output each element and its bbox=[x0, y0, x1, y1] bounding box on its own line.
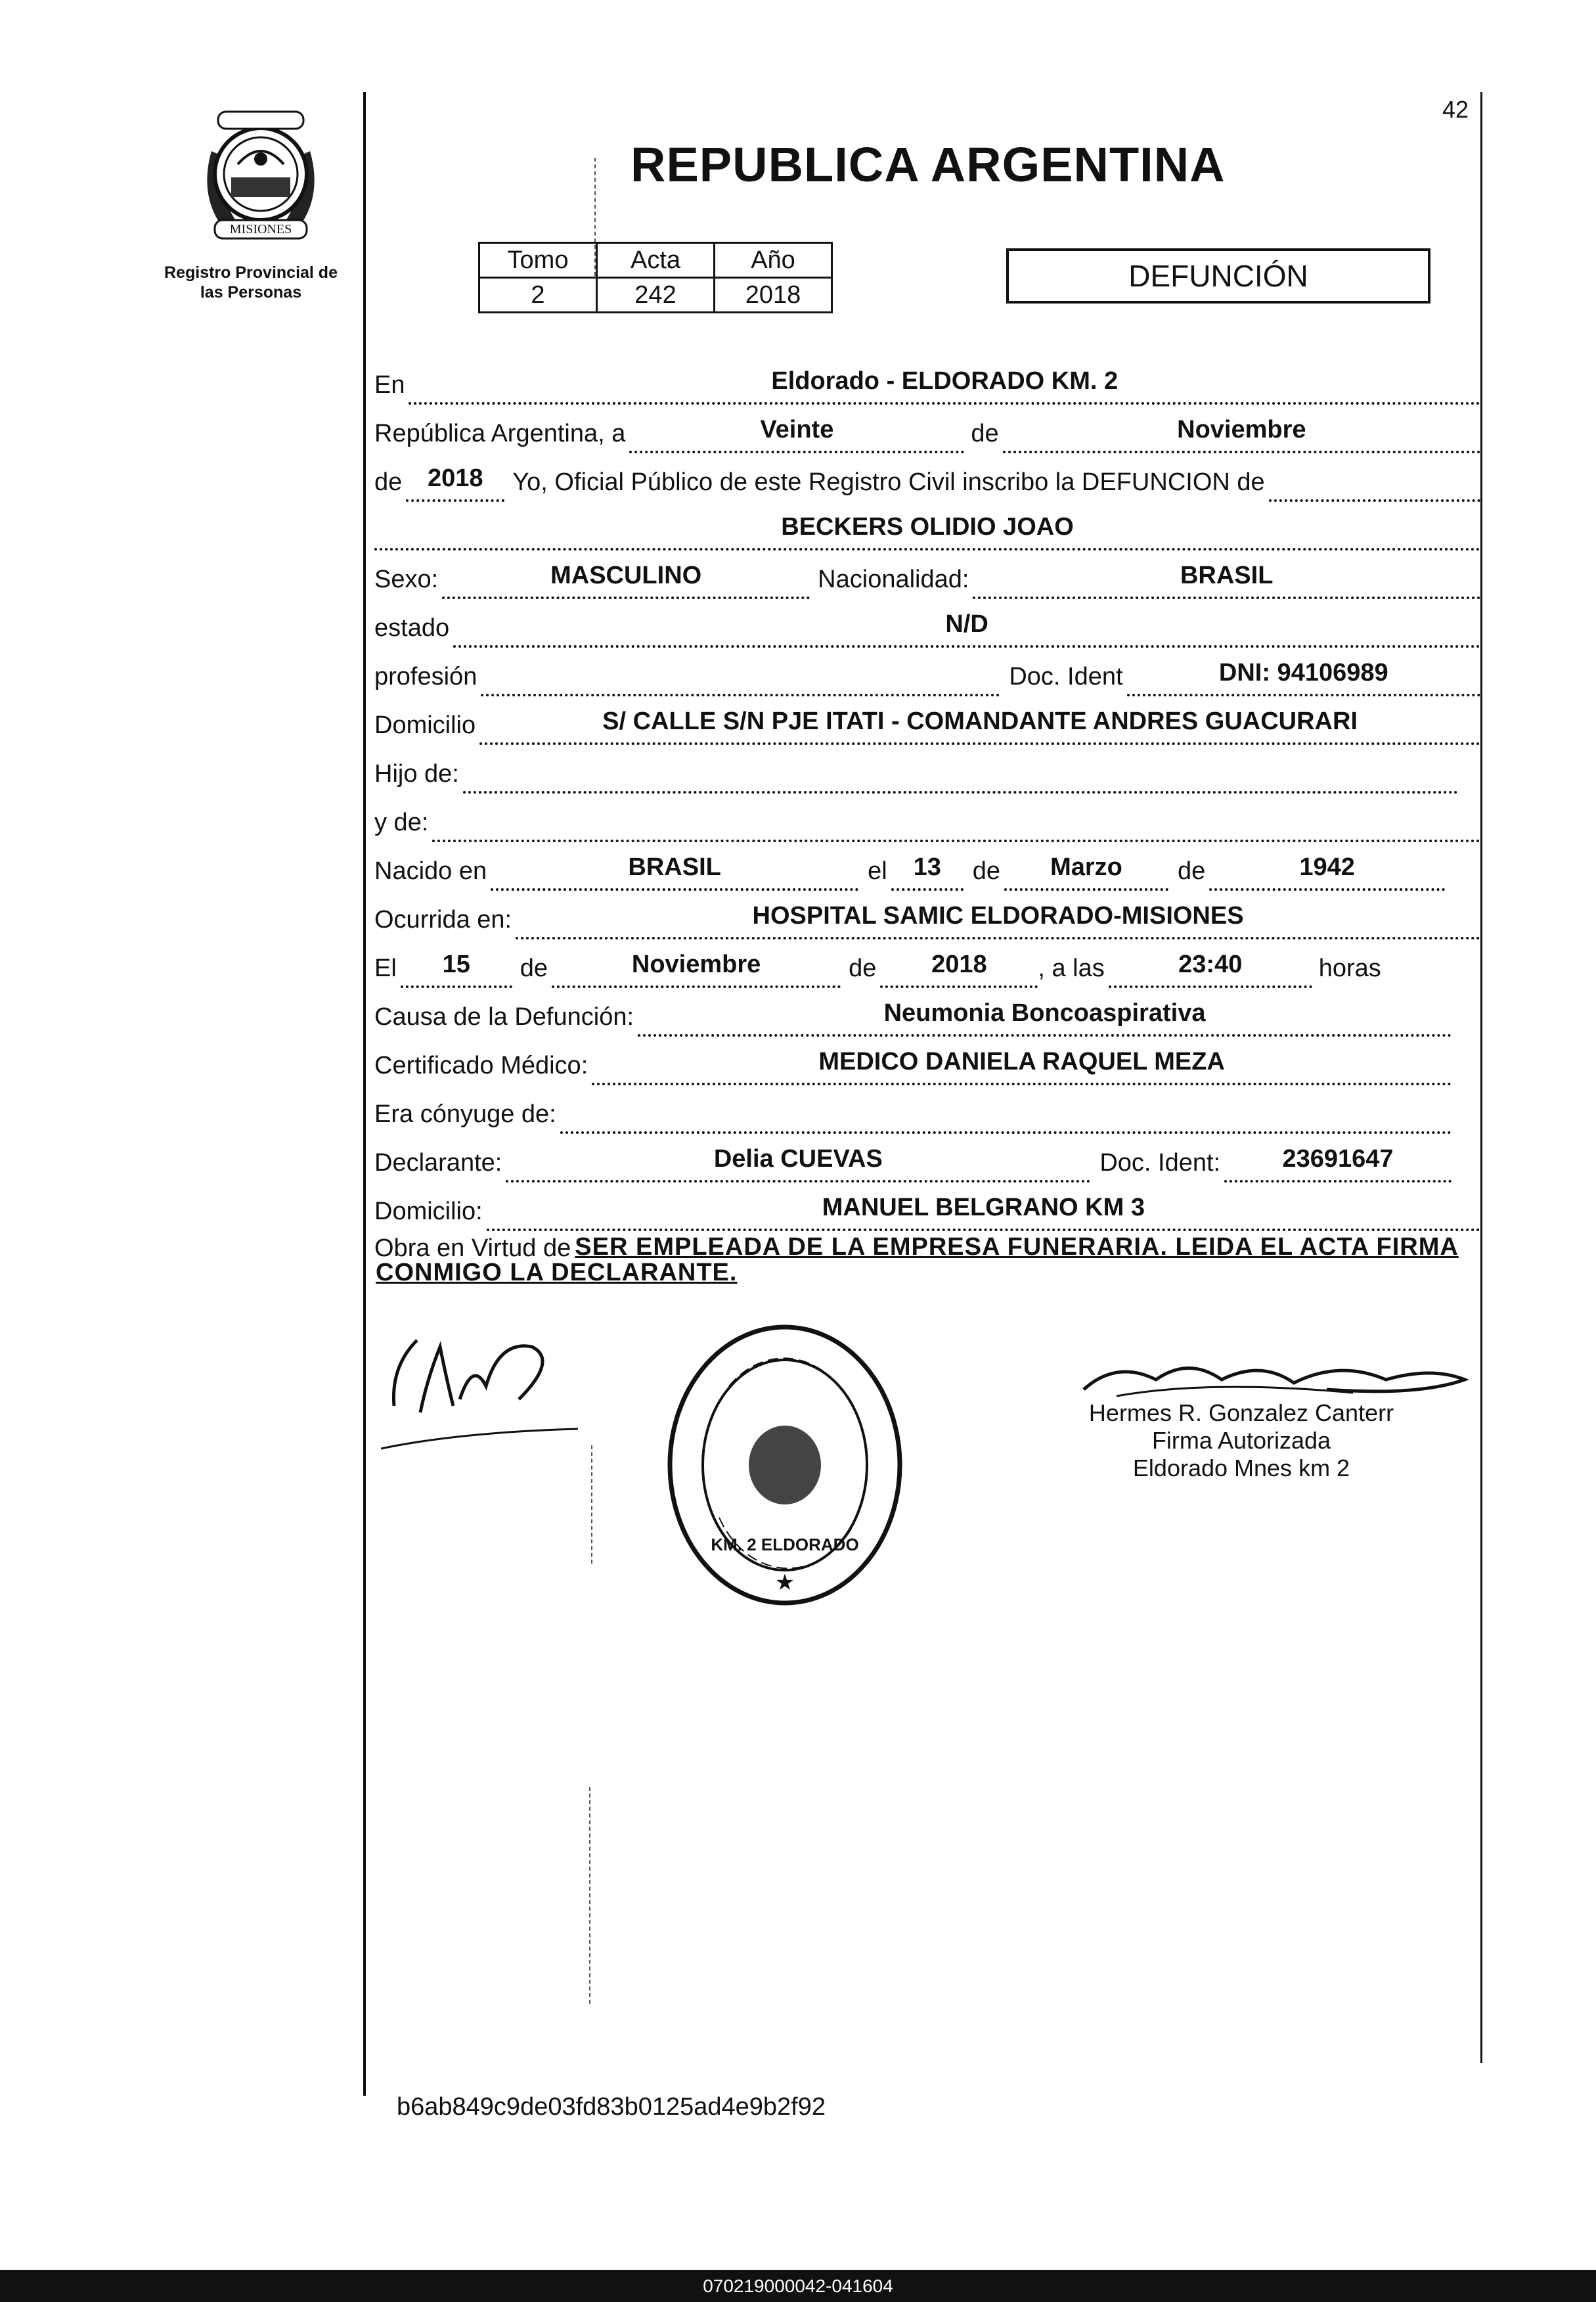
record-header-anio: Año bbox=[715, 243, 832, 278]
field-obra-line1: SER EMPLEADA DE LA EMPRESA FUNERARIA. LEIDA EL ACTA FIRMA bbox=[575, 1233, 1459, 1261]
field-domicilio: S/ CALLE S/N PJE ITATI - COMANDANTE ANDRES GUACURARI bbox=[479, 708, 1480, 745]
field-declarante: Delia CUEVAS bbox=[506, 1145, 1090, 1183]
row-causa bbox=[374, 988, 1452, 1037]
row-ocurrida bbox=[374, 891, 1480, 939]
record-value-anio: 2018 bbox=[715, 278, 832, 313]
row-certificado bbox=[374, 1037, 1452, 1085]
row-fecha-defuncion bbox=[374, 939, 1480, 988]
row-declarante bbox=[374, 1134, 1452, 1183]
record-table bbox=[478, 242, 833, 313]
fold-line-bottom bbox=[589, 1787, 592, 2004]
field-en: Eldorado - ELDORADO KM. 2 bbox=[409, 367, 1480, 405]
left-margin-rule bbox=[363, 92, 366, 2096]
field-nacido-mes: Marzo bbox=[1004, 853, 1168, 891]
field-conyuge bbox=[560, 1105, 1452, 1134]
field-nacido-lugar: BRASIL bbox=[491, 853, 858, 891]
field-nacido-dia: 13 bbox=[891, 853, 964, 891]
label-republica: República Argentina, a bbox=[374, 420, 626, 447]
label-de: de bbox=[971, 420, 999, 447]
label-horas: horas bbox=[1318, 955, 1381, 982]
official-signature bbox=[1077, 1353, 1471, 1406]
footer-code: 070219000042-041604 bbox=[703, 2276, 893, 2296]
label-y-de: y de: bbox=[374, 809, 429, 836]
label-declarante: Declarante: bbox=[374, 1149, 502, 1177]
field-dia-letras: Veinte bbox=[629, 416, 964, 453]
right-margin-rule bbox=[1480, 92, 1482, 2063]
label-de-def-1: de bbox=[520, 955, 548, 982]
label-estado: estado bbox=[374, 614, 450, 642]
field-y-de bbox=[432, 813, 1480, 842]
fold-line-lower bbox=[591, 1445, 594, 1564]
label-doc-ident-declarante: Doc. Ident: bbox=[1099, 1149, 1221, 1177]
text-inscribo: Yo, Oficial Público de este Registro Civil inscribo la DEFUNCION de bbox=[512, 468, 1265, 496]
field-anio: 2018 bbox=[406, 464, 504, 502]
field-causa: Neumonia Boncoaspirativa bbox=[638, 999, 1452, 1037]
registry-name: Registro Provincial de las Personas bbox=[164, 263, 338, 302]
label-en: En bbox=[374, 371, 405, 399]
signature-block bbox=[1077, 1399, 1406, 1482]
document-hash: b6ab849c9de03fd83b0125ad4e9b2f92 bbox=[397, 2093, 826, 2121]
field-obra-line2: CONMIGO LA DECLARANTE. bbox=[376, 1259, 738, 1286]
label-de-nac-2: de bbox=[1177, 857, 1206, 885]
signer-role: Firma Autorizada bbox=[1151, 1427, 1331, 1454]
svg-text:★: ★ bbox=[774, 1570, 795, 1595]
province-seal-logo bbox=[185, 99, 336, 250]
row-fecha bbox=[374, 405, 1480, 453]
field-def-hora: 23:40 bbox=[1109, 951, 1312, 988]
field-certificado: MEDICO DANIELA RAQUEL MEZA bbox=[592, 1048, 1452, 1085]
field-estado: N/D bbox=[453, 610, 1480, 648]
field-def-mes: Noviembre bbox=[552, 951, 841, 988]
record-header-acta: Acta bbox=[597, 243, 715, 278]
label-el-def: El bbox=[374, 955, 397, 982]
signer-name: Hermes R. Gonzalez Canterr bbox=[1088, 1399, 1394, 1426]
record-value-tomo: 2 bbox=[479, 278, 597, 313]
label-causa: Causa de la Defunción: bbox=[374, 1003, 634, 1031]
field-doc-ident-declarante: 23691647 bbox=[1224, 1145, 1452, 1183]
label-nacido-en: Nacido en bbox=[374, 857, 487, 885]
field-def-anio: 2018 bbox=[880, 951, 1038, 988]
declarant-signature bbox=[381, 1301, 578, 1458]
page-number: 42 bbox=[1442, 96, 1469, 123]
field-ocurrida: HOSPITAL SAMIC ELDORADO-MISIONES bbox=[516, 902, 1480, 939]
field-mes: Noviembre bbox=[1003, 416, 1480, 453]
field-domicilio-declarante: MANUEL BELGRANO KM 3 bbox=[487, 1194, 1480, 1231]
row-anio bbox=[374, 453, 1480, 502]
label-domicilio-declarante: Domicilio: bbox=[374, 1198, 483, 1225]
page-title: REPUBLICA ARGENTINA bbox=[631, 137, 1226, 192]
label-ocurrida: Ocurrida en: bbox=[374, 906, 512, 934]
label-sexo: Sexo: bbox=[374, 566, 439, 593]
row-domicilio bbox=[374, 696, 1480, 745]
row-nombre bbox=[374, 502, 1480, 551]
stamp-inner-text: KM. 2 ELDORADO bbox=[711, 1535, 859, 1554]
row-en bbox=[374, 356, 1480, 405]
field-hijo-de bbox=[463, 765, 1458, 794]
label-a-las: , a las bbox=[1038, 955, 1105, 982]
signer-place: Eldorado Mnes km 2 bbox=[1132, 1455, 1350, 1481]
label-doc-ident: Doc. Ident bbox=[1009, 663, 1123, 690]
record-value-acta: 242 bbox=[597, 278, 715, 313]
field-nacionalidad: BRASIL bbox=[973, 562, 1480, 599]
field-doc-ident: DNI: 94106989 bbox=[1127, 659, 1480, 696]
seal-text: MISIONES bbox=[229, 222, 292, 237]
document-type-box bbox=[1006, 248, 1430, 304]
field-sexo: MASCULINO bbox=[442, 562, 810, 599]
document-type: DEFUNCIÓN bbox=[1128, 259, 1308, 293]
row-nacido bbox=[374, 842, 1445, 891]
row-profesion bbox=[374, 648, 1480, 696]
field-nacido-anio: 1942 bbox=[1209, 853, 1445, 891]
footer-bar bbox=[0, 2270, 1596, 2302]
official-stamp bbox=[663, 1320, 906, 1610]
field-profesion bbox=[481, 667, 1000, 696]
label-de-nac-1: de bbox=[972, 857, 1000, 885]
label-hijo-de: Hijo de: bbox=[374, 760, 459, 788]
row-estado bbox=[374, 599, 1480, 648]
row-domicilio-declarante bbox=[374, 1183, 1480, 1231]
row-conyuge bbox=[374, 1085, 1452, 1134]
label-nacionalidad: Nacionalidad: bbox=[818, 566, 969, 593]
field-def-dia: 15 bbox=[401, 951, 512, 988]
row-hijo-de bbox=[374, 745, 1458, 794]
record-header-tomo: Tomo bbox=[479, 243, 597, 278]
field-blank-inscribo bbox=[1269, 473, 1480, 502]
label-profesion: profesión bbox=[374, 663, 477, 690]
field-nombre: BECKERS OLIDIO JOAO bbox=[374, 513, 1480, 551]
label-de-def-2: de bbox=[849, 955, 877, 982]
label-de-anio: de bbox=[374, 468, 403, 496]
row-sexo bbox=[374, 551, 1480, 599]
label-certificado: Certificado Médico: bbox=[374, 1052, 588, 1079]
label-domicilio: Domicilio bbox=[374, 711, 476, 739]
row-y-de bbox=[374, 794, 1480, 842]
label-conyuge: Era cónyuge de: bbox=[374, 1100, 556, 1128]
label-el: el bbox=[868, 857, 887, 885]
label-obra: Obra en Virtud de bbox=[374, 1234, 571, 1262]
